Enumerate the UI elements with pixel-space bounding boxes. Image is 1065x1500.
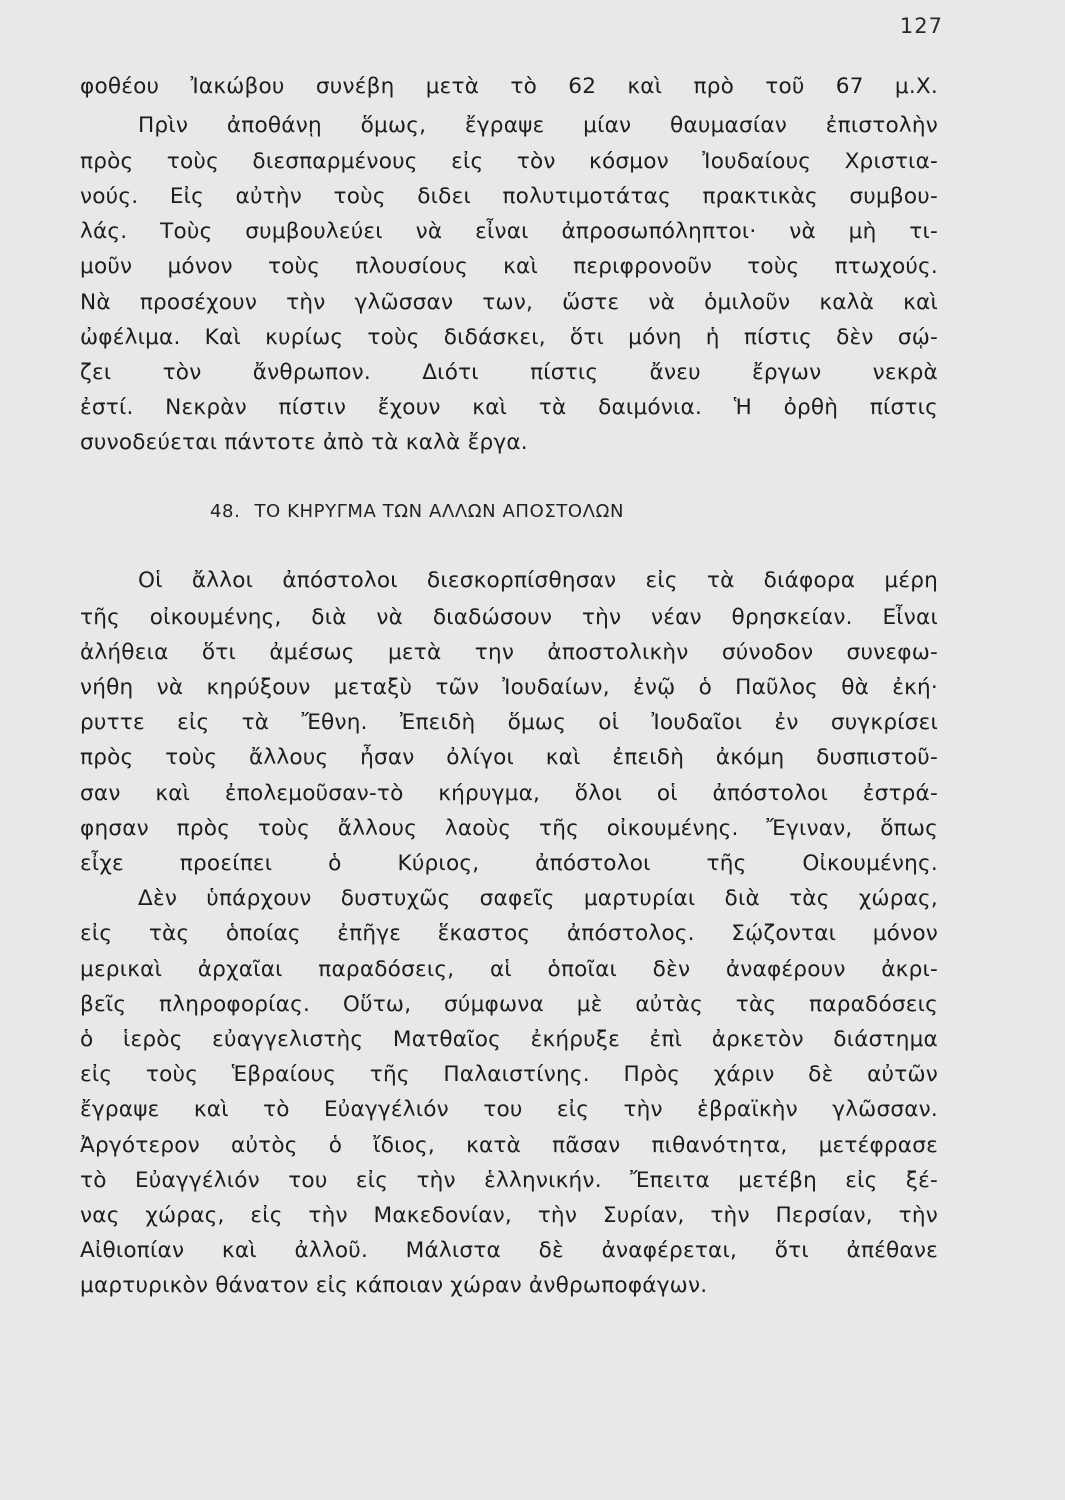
text-line: ἔγραψε καὶ τὸ Εὐαγγέλιόν του εἰς τὴν ἑβραϊκὴν γλῶσσαν.: [80, 1097, 938, 1122]
text-line: βεῖς πληροφορίας. Οὕτω, σύμφωνα μὲ αὐτὰς τὰς παραδόσεις: [80, 992, 938, 1017]
text-line: μαρτυρικὸν θάνατον εἰς κάποιαν χώραν ἀνθρωποφάγων.: [80, 1273, 708, 1298]
text-line: ἐστί. Νεκρὰν πίστιν ἔχουν καὶ τὰ δαιμόνια. Ἡ ὀρθὴ πίστις: [80, 395, 938, 420]
text-line: Δὲν ὑπάρχουν δυστυχῶς σαφεῖς μαρτυρίαι διὰ τὰς χώρας,: [138, 886, 938, 911]
section-heading: [210, 497, 810, 527]
text-line: εἰς τὰς ὁποίας ἐπῆγε ἕκαστος ἀπόστολος. Σῴζονται μόνον: [80, 921, 938, 946]
text-line: φοθέου Ἰακώβου συνέβη μετὰ τὸ 62 καὶ πρὸ τοῦ 67 μ.Χ.: [80, 74, 938, 99]
section-title: ΤΟ ΚΗΡΥΓΜΑ ΤΩΝ ΑΛΛΩΝ ΑΠΟΣΤΟΛΩΝ: [254, 501, 625, 522]
text-line: ρυττε εἰς τὰ Ἔθνη. Ἐπειδὴ ὅμως οἱ Ἰουδαῖοι ἐν συγκρίσει: [80, 710, 938, 735]
text-line: τῆς οἰκουμένης, διὰ νὰ διαδώσουν τὴν νέαν θρησκείαν. Εἶναι: [80, 605, 938, 630]
text-line: Αἰθιοπίαν καὶ ἀλλοῦ. Μάλιστα δὲ ἀναφέρεται, ὅτι ἀπέθανε: [80, 1238, 938, 1263]
text-line: συνοδεύεται πάντοτε ἀπὸ τὰ καλὰ ἔργα.: [80, 430, 528, 455]
text-line: τὸ Εὐαγγέλιόν του εἰς τὴν ἑλληνικήν. Ἔπειτα μετέβη εἰς ξέ-: [80, 1168, 938, 1193]
text-line: ὁ ἱερὸς εὐαγγελιστὴς Ματθαῖος ἐκήρυξε ἐπὶ ἀρκετὸν διάστημα: [80, 1027, 938, 1052]
text-line: Ἀργότερον αὐτὸς ὁ ἴδιος, κατὰ πᾶσαν πιθανότητα, μετέφρασε: [80, 1133, 938, 1158]
text-line: Νὰ προσέχουν τὴν γλῶσσαν των, ὥστε νὰ ὁμιλοῦν καλὰ καὶ: [80, 290, 938, 315]
text-line: νήθη νὰ κηρύξουν μεταξὺ τῶν Ἰουδαίων, ἐνῷ ὁ Παῦλος θὰ ἐκή·: [80, 675, 938, 700]
text-line: λάς. Τοὺς συμβουλεύει νὰ εἶναι ἀπροσωπόληπτοι· νὰ μὴ τι-: [80, 219, 938, 244]
text-line: εἰς τοὺς Ἑβραίους τῆς Παλαιστίνης. Πρὸς χάριν δὲ αὐτῶν: [80, 1062, 938, 1087]
text-line: νούς. Εἰς αὐτὴν τοὺς διδει πολυτιμοτάτας πρακτικὰς συμβου-: [80, 184, 938, 209]
text-line: σαν καὶ ἐπολεμοῦσαν-τὸ κήρυγμα, ὅλοι οἱ ἀπόστολοι ἐστρά-: [80, 781, 938, 806]
text-line: νας χώρας, εἰς τὴν Μακεδονίαν, τὴν Συρίαν, τὴν Περσίαν, τὴν: [80, 1203, 938, 1228]
text-line: πρὸς τοὺς ἄλλους ἦσαν ὀλίγοι καὶ ἐπειδὴ ἀκόμη δυσπιστοῦ-: [80, 745, 938, 770]
text-line: φησαν πρὸς τοὺς ἄλλους λαοὺς τῆς οἰκουμένης. Ἔγιναν, ὅπως: [80, 816, 938, 841]
page-number: 127: [899, 14, 943, 38]
text-line: πρὸς τοὺς διεσπαρμένους εἰς τὸν κόσμον Ἰουδαίους Χριστια-: [80, 149, 938, 174]
section-number: 48.: [210, 501, 241, 522]
text-line: ὠφέλιμα. Καὶ κυρίως τοὺς διδάσκει, ὅτι μόνη ἡ πίστις δὲν σῴ-: [80, 325, 938, 350]
text-line: μερικαὶ ἀρχαῖαι παραδόσεις, αἱ ὁποῖαι δὲν ἀναφέρουν ἀκρι-: [80, 957, 938, 982]
text-line: Οἱ ἄλλοι ἀπόστολοι διεσκορπίσθησαν εἰς τὰ διάφορα μέρη: [138, 568, 938, 593]
text-line: εἶχε προείπει ὁ Κύριος, ἀπόστολοι τῆς Οἰκουμένης.: [80, 851, 938, 876]
text-line: ἀλήθεια ὅτι ἀμέσως μετὰ την ἀποστολικὴν σύνοδον συνεφω-: [80, 640, 938, 665]
text-line: Πρὶν ἀποθάνῃ ὅμως, ἔγραψε μίαν θαυμασίαν ἐπιστολὴν: [138, 113, 938, 138]
text-line: ζει τὸν ἄνθρωπον. Διότι πίστις ἄνευ ἔργων νεκρὰ: [80, 360, 938, 385]
text-line: μοῦν μόνον τοὺς πλουσίους καὶ περιφρονοῦν τοὺς πτωχούς.: [80, 254, 938, 279]
